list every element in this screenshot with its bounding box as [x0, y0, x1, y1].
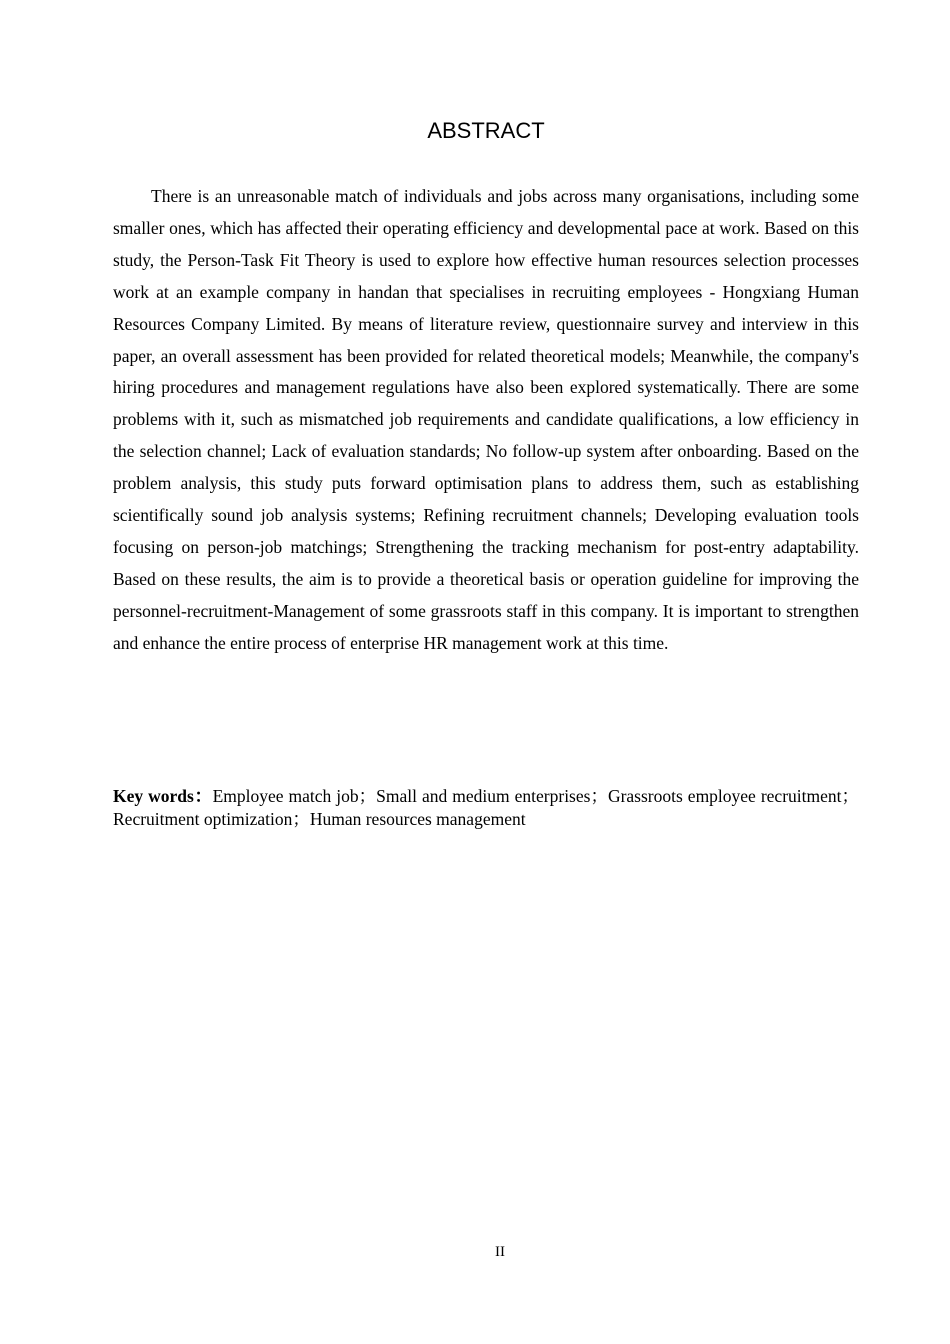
keywords-paragraph [113, 785, 859, 831]
abstract-body: There is an unreasonable match of individuals and jobs across many organisations, including some smaller ones, which has affected their operating efficiency and developmental pace at work. Based on this study, the Person-Task Fit Theory is used to explore how effective human resources selection processes work at an example company in handan that specialises in recruiting employees - Hongxiang Human Resources Company Limited. By means of literature review, questionnaire survey and interview in this paper, an overall assessment has been provided for related theoretical models; Meanwhile, the company's hiring procedures and management regulations have also been explored systematically. There are some problems with it, such as mismatched job requirements and candidate qualifications, a low efficiency in the selection channel; Lack of evaluation standards; No follow-up system after onboarding. Based on the problem analysis, this study puts forward optimisation plans to address them, such as establishing scientifically sound job analysis systems; Refining recruitment channels; Developing evaluation tools focusing on person-job matchings; Strengthening the tracking mechanism for post-entry adaptability. Based on these results, the aim is to provide a theoretical basis or operation guideline for improving the personnel-recruitment-Management of some grassroots staff in this company. It is important to strengthen and enhance the entire process of enterprise HR management work at this time. [113, 186, 859, 653]
keywords-text: Employee match job；Small and medium enterprises；Grassroots employee recruitment；Recruitment optimization；Human resources management [113, 786, 859, 829]
keywords-label: Key words： [113, 786, 213, 806]
page-number: II [495, 1244, 505, 1260]
abstract-title: ABSTRACT [427, 118, 545, 143]
